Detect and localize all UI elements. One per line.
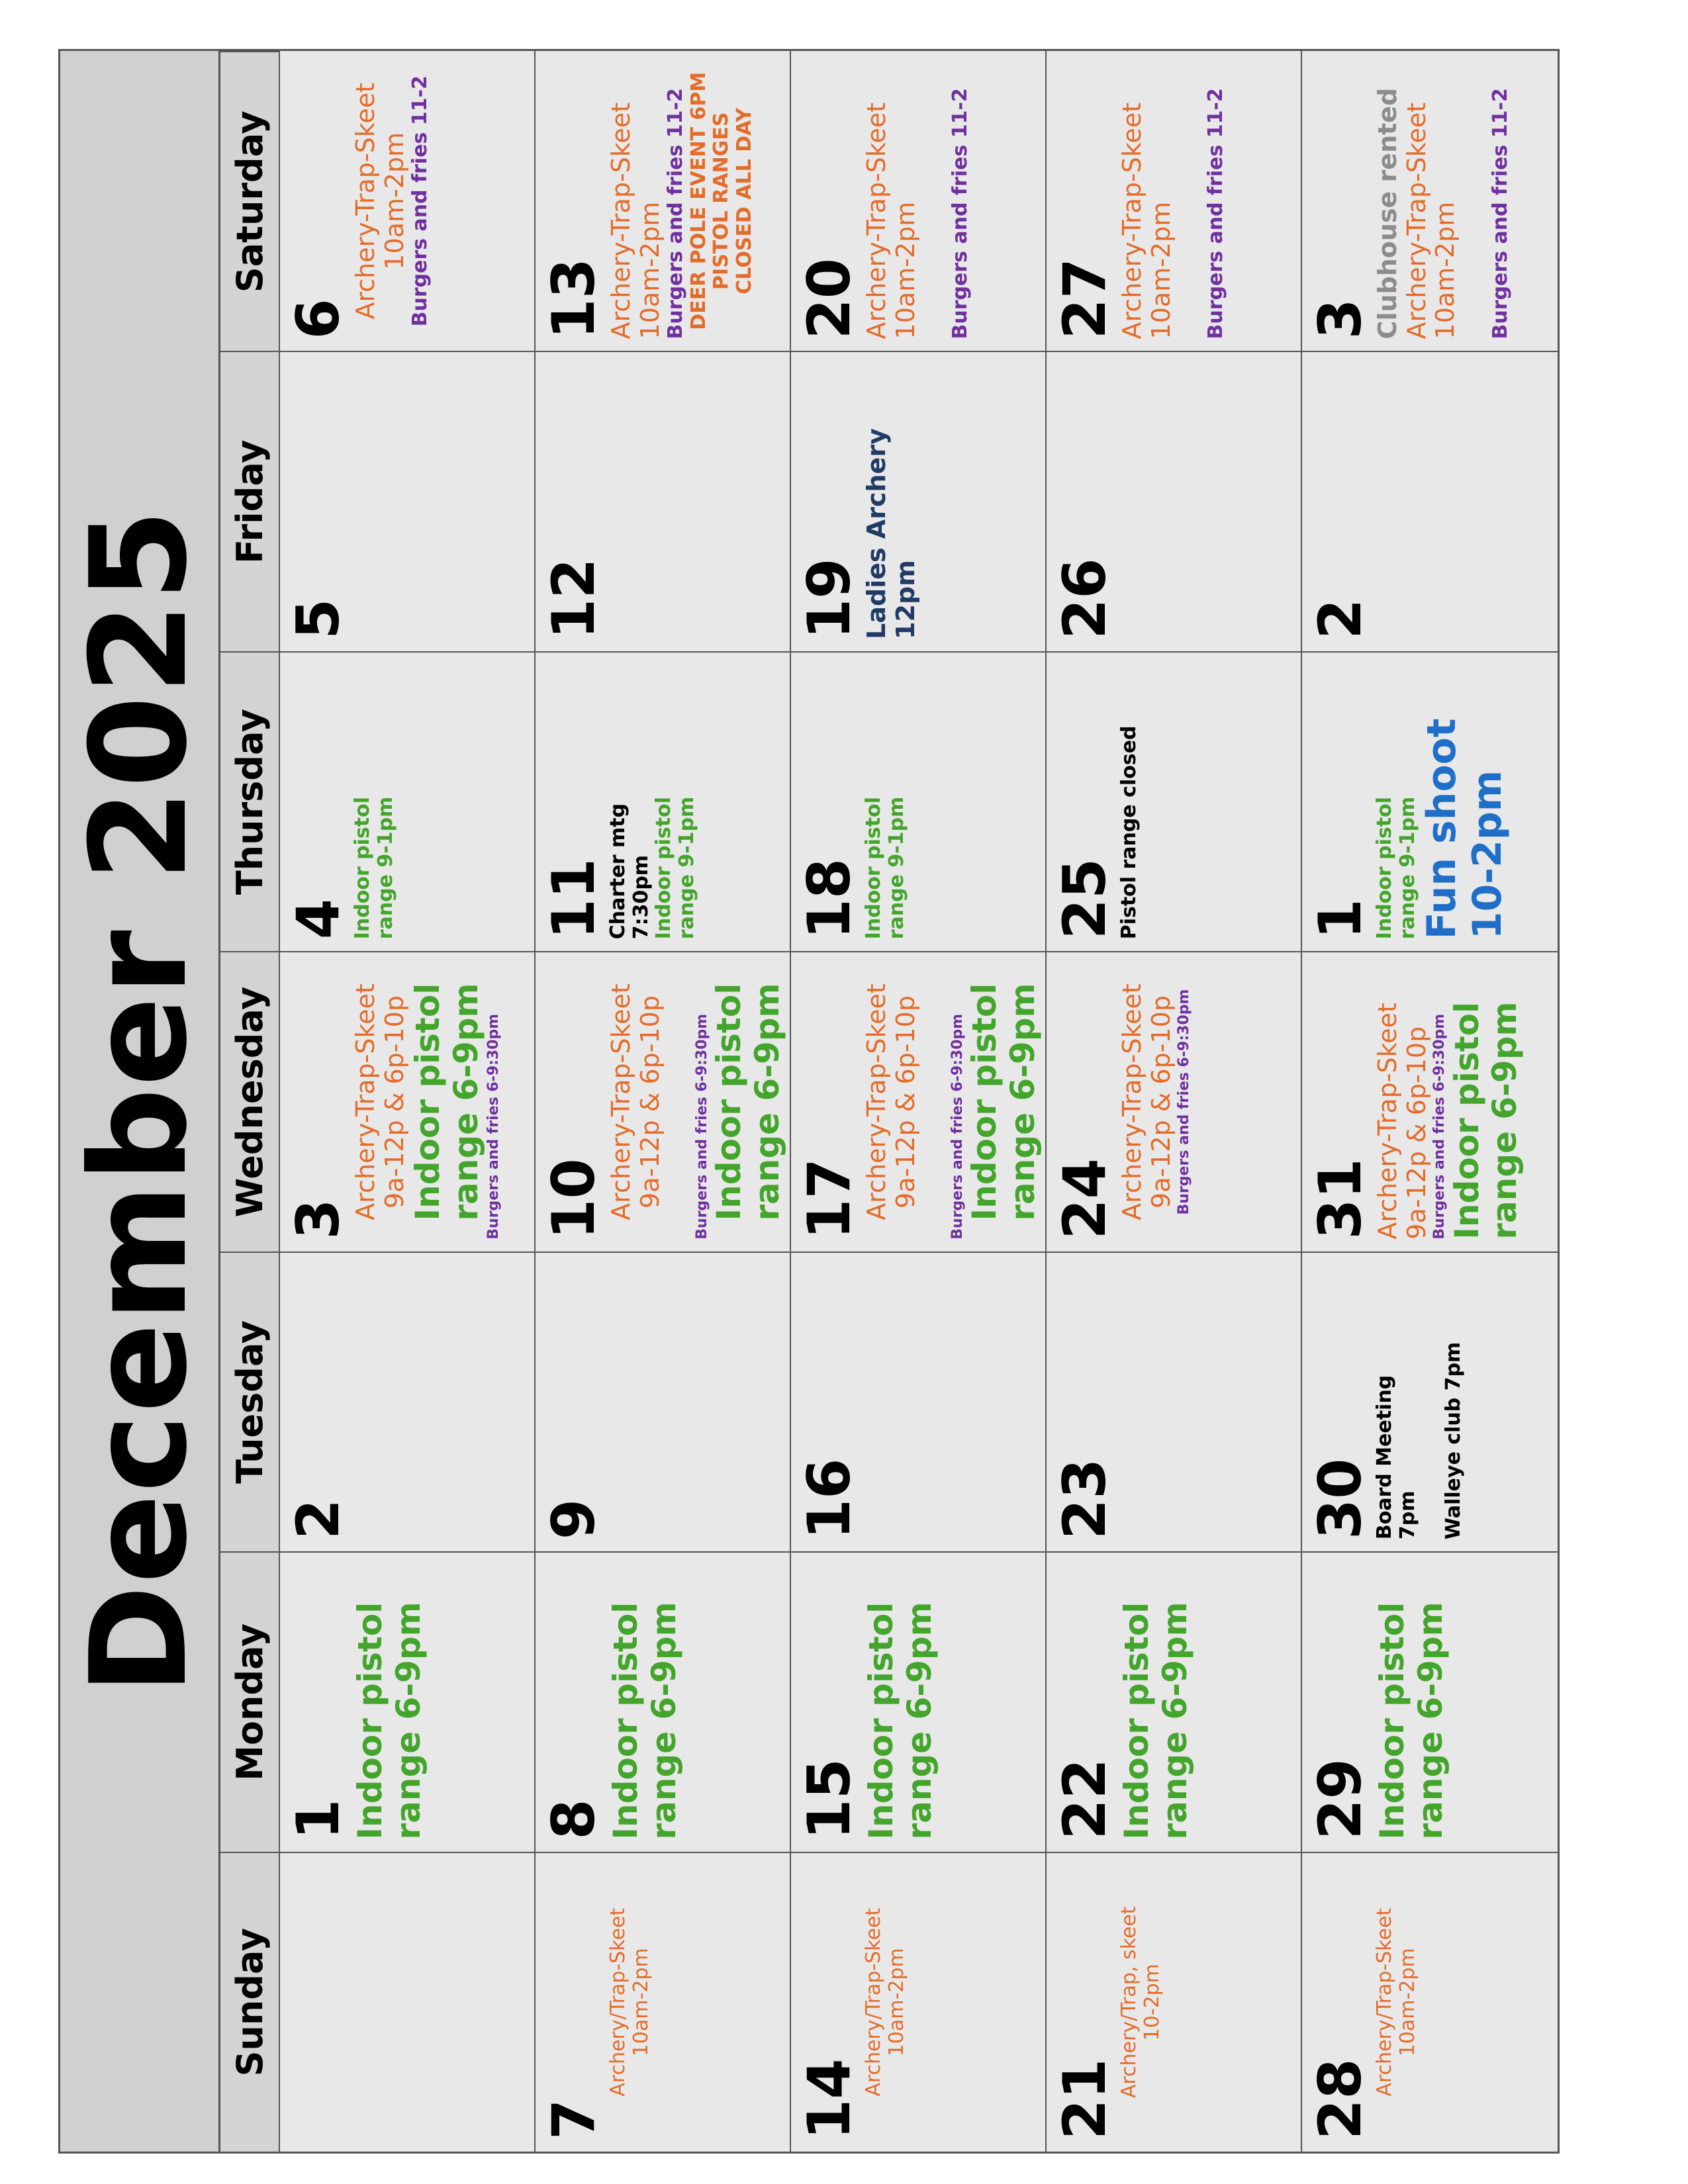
event-list [863, 1865, 908, 2140]
event-list [863, 63, 972, 339]
day-number: 22 [1051, 1758, 1119, 1840]
event-list [1118, 1565, 1194, 1839]
event-list [1374, 1565, 1450, 1839]
event-line: Archery/Trap, skeet [1117, 1906, 1141, 2099]
day-number: 5 [284, 598, 352, 639]
day-cell [280, 1852, 536, 2152]
event-line: Archery-Trap-Skeet [862, 102, 891, 340]
day-cell [1047, 1551, 1302, 1851]
day-cell [536, 1551, 791, 1851]
event-line: range 6-9pm [1155, 1602, 1194, 1840]
event-line: range 6-9pm [446, 983, 485, 1221]
event-line: 10am-2pm [635, 201, 665, 340]
day-cell [536, 1251, 791, 1551]
day-cell [536, 1852, 791, 2152]
event-list [607, 1565, 683, 1839]
event-line [1460, 63, 1489, 339]
event-line: Ladies Archery [862, 428, 891, 639]
weekday-header-tuesday: Tuesday [220, 1251, 280, 1551]
event-line: Burgers and fries 11-2 [664, 88, 688, 340]
day-number: 3 [1306, 298, 1374, 340]
event-line: 10am-2pm [1430, 201, 1460, 340]
event-line: Indoor pistol [408, 983, 447, 1221]
event-line: range 6-9pm [389, 1602, 428, 1840]
event-line: range 6-9pm [1485, 1001, 1524, 1240]
day-number: 8 [539, 1799, 608, 1840]
event-line: Archery-Trap-Skeet [1117, 102, 1147, 340]
day-cell [536, 651, 791, 951]
event-line: Burgers and fries 6-9:30pm [485, 1013, 502, 1240]
day-cell [1047, 951, 1302, 1251]
event-list [863, 364, 920, 639]
day-number: 1 [284, 1799, 352, 1840]
weekday-header-sunday: Sunday [220, 1852, 280, 2152]
event-line: Archery-Trap-Skeet [351, 82, 380, 320]
event-list [1374, 664, 1511, 939]
event-line: Archery/Trap-Skeet [862, 1907, 885, 2097]
event-line: Indoor pistol [1447, 1001, 1486, 1240]
day-cell [791, 1251, 1047, 1551]
event-line: Indoor pistol [1117, 1602, 1156, 1840]
event-line: range 6-9pm [1411, 1602, 1450, 1840]
event-line: 9a-12p & 6p-10p [890, 995, 920, 1208]
weekday-header-saturday: Saturday [220, 51, 280, 351]
event-line: range 9-1pm [675, 796, 698, 940]
event-line: 10am-2pm [1395, 1948, 1419, 2057]
event-line: Walleye club 7pm [1441, 1342, 1465, 1540]
event-list [607, 1865, 653, 2140]
event-list [352, 664, 397, 939]
day-number: 19 [795, 558, 863, 639]
day-cell [1302, 1852, 1558, 2152]
event-line: Burgers and fries 11-2 [1204, 88, 1228, 340]
event-line: range 6-9pm [1003, 983, 1042, 1221]
event-list [607, 964, 786, 1239]
day-number: 10 [539, 1158, 608, 1240]
day-number: 25 [1051, 858, 1119, 940]
weekday-header-thursday: Thursday [220, 651, 280, 951]
day-cell [791, 1852, 1047, 2152]
event-line [920, 63, 949, 339]
event-line: 10am-2pm [629, 1948, 653, 2057]
event-line: Clubhouse rented [1373, 87, 1402, 340]
event-line: Indoor pistol [1373, 796, 1396, 940]
day-number: 12 [539, 558, 608, 639]
day-cell [536, 351, 791, 651]
event-line: Burgers and fries 11-2 [1488, 88, 1512, 340]
event-line: 9a-12p & 6p-10p [635, 995, 665, 1208]
event-line [1176, 63, 1205, 339]
weekday-header-friday: Friday [220, 351, 280, 651]
event-line: Burgers and fries 6-9:30pm [1176, 989, 1193, 1215]
day-cell [1302, 51, 1558, 351]
event-line: 7pm [1395, 1490, 1419, 1540]
day-cell [791, 951, 1047, 1251]
event-line: Board Meeting [1373, 1375, 1396, 1540]
day-number: 20 [795, 257, 863, 340]
event-line: Indoor pistol [1373, 1602, 1411, 1840]
event-line [1419, 1265, 1442, 1539]
event-line: Burgers and fries 11-2 [949, 88, 972, 340]
event-line: PISTOL RANGES [710, 112, 733, 290]
day-number: 23 [1051, 1458, 1119, 1540]
event-line: range 9-1pm [884, 796, 908, 940]
day-number: 28 [1306, 2058, 1374, 2140]
day-number: 24 [1051, 1158, 1119, 1240]
day-number: 17 [795, 1158, 863, 1240]
event-line: Burgers and fries 11-2 [408, 75, 432, 327]
day-cell [1302, 651, 1558, 951]
day-cell [791, 651, 1047, 951]
event-line: Fun shoot [1419, 718, 1465, 940]
day-number: 4 [284, 899, 352, 940]
day-cell [1047, 1251, 1302, 1551]
day-number: 29 [1306, 1758, 1374, 1840]
event-line: Archery-Trap-Skeet [1401, 102, 1431, 340]
event-list [1118, 664, 1141, 939]
day-cell [280, 1551, 536, 1851]
day-cell [536, 951, 791, 1251]
event-line: Indoor pistol [606, 1602, 645, 1840]
event-list [1374, 63, 1512, 339]
event-line: CLOSED ALL DAY [732, 107, 756, 295]
event-line: 10-2pm [1464, 770, 1511, 940]
event-list [863, 964, 1042, 1239]
event-list [863, 1565, 939, 1839]
event-line: 9a-12p & 6p-10p [1401, 1026, 1431, 1240]
day-cell [1302, 1251, 1558, 1551]
event-line: 10am-2pm [379, 132, 409, 270]
calendar-page [58, 49, 1560, 2154]
event-line: 12pm [890, 560, 920, 639]
day-cell [536, 51, 791, 351]
event-line: Archery-Trap-Skeet [1117, 983, 1147, 1220]
day-number: 27 [1051, 257, 1119, 340]
day-cell [1047, 1852, 1302, 2152]
event-list [1374, 1265, 1465, 1539]
day-cell [1302, 1551, 1558, 1851]
event-line: Indoor pistol [965, 983, 1004, 1221]
event-line: Archery/Trap-Skeet [606, 1907, 630, 2097]
day-cell [791, 351, 1047, 651]
event-line: 10am-2pm [890, 201, 920, 340]
event-list [1118, 964, 1193, 1239]
event-line: range 9-1pm [373, 796, 397, 940]
weekday-header-monday: Monday [220, 1551, 280, 1851]
event-line: Burgers and fries 6-9:30pm [949, 1013, 966, 1240]
event-list [352, 1565, 428, 1839]
day-number: 18 [795, 858, 863, 940]
event-line: Archery-Trap-Skeet [1373, 1003, 1402, 1240]
event-list [352, 63, 432, 339]
event-line: 9a-12p & 6p-10p [1146, 995, 1176, 1208]
event-list [1118, 63, 1228, 339]
event-line: Pistol range closed [1117, 725, 1141, 940]
event-list [1374, 964, 1524, 1239]
day-cell [280, 351, 536, 651]
day-number: 2 [1306, 598, 1374, 639]
event-line: range 9-1pm [1395, 796, 1419, 940]
day-cell [280, 51, 536, 351]
day-number: 2 [284, 1498, 352, 1540]
event-line: Archery-Trap-Skeet [862, 983, 891, 1220]
event-list [863, 664, 908, 939]
event-line: 7:30pm [629, 854, 653, 940]
day-number: 1 [1306, 899, 1374, 940]
day-number: 13 [539, 257, 608, 340]
day-cell [1302, 951, 1558, 1251]
event-line: 10am-2pm [1146, 201, 1176, 340]
event-line: Archery/Trap-Skeet [1373, 1907, 1396, 2097]
event-line: Indoor pistol [862, 1602, 900, 1840]
event-line: Burgers and fries 6-9:30pm [1431, 1013, 1448, 1240]
event-line: Indoor pistol [652, 796, 675, 940]
day-number: 16 [795, 1458, 863, 1540]
event-line: Archery-Trap-Skeet [606, 102, 635, 340]
weekday-header-wednesday: Wednesday [220, 951, 280, 1251]
event-line: 10-2pm [1140, 1964, 1164, 2041]
event-line [920, 964, 949, 1239]
event-line: Indoor pistol [710, 983, 749, 1221]
day-cell [1047, 351, 1302, 651]
event-line: Archery-Trap-Skeet [351, 983, 380, 1220]
event-line: Charter mtg [606, 803, 630, 940]
day-number: 15 [795, 1758, 863, 1840]
day-cell [280, 1251, 536, 1551]
day-cell [791, 51, 1047, 351]
day-number: 3 [284, 1199, 352, 1240]
day-number: 26 [1051, 558, 1119, 639]
day-cell [1302, 351, 1558, 651]
event-line: Archery-Trap-Skeet [606, 983, 635, 1220]
event-line: range 6-9pm [644, 1602, 683, 1840]
event-line: 10am-2pm [884, 1948, 908, 2057]
event-list [607, 63, 756, 339]
event-line: Indoor pistol [351, 796, 374, 940]
event-list [1118, 1865, 1164, 2140]
event-line: Indoor pistol [862, 796, 885, 940]
day-number: 11 [539, 858, 608, 940]
day-number: 21 [1051, 2058, 1119, 2140]
day-number: 30 [1306, 1458, 1374, 1540]
calendar-title: December 2025 [60, 51, 220, 2152]
day-cell [791, 1551, 1047, 1851]
day-number: 9 [539, 1498, 608, 1540]
day-cell [280, 951, 536, 1251]
event-list [607, 664, 698, 939]
day-cell [1047, 651, 1302, 951]
event-line [665, 964, 694, 1239]
event-line: range 6-9pm [747, 983, 786, 1221]
day-number: 31 [1306, 1158, 1374, 1240]
event-list [1374, 1865, 1419, 2140]
day-cell [280, 651, 536, 951]
day-number: 14 [795, 2058, 863, 2140]
event-line: Indoor pistol [351, 1602, 389, 1840]
day-cell [1047, 51, 1302, 351]
event-line: DEER POLE EVENT 6PM [686, 71, 710, 330]
day-number: 7 [539, 2099, 608, 2140]
event-line: 9a-12p & 6p-10p [379, 995, 409, 1208]
day-number: 6 [284, 298, 352, 340]
event-list [352, 964, 502, 1239]
event-line: range 6-9pm [900, 1602, 939, 1840]
event-line: Burgers and fries 6-9:30pm [694, 1013, 711, 1240]
